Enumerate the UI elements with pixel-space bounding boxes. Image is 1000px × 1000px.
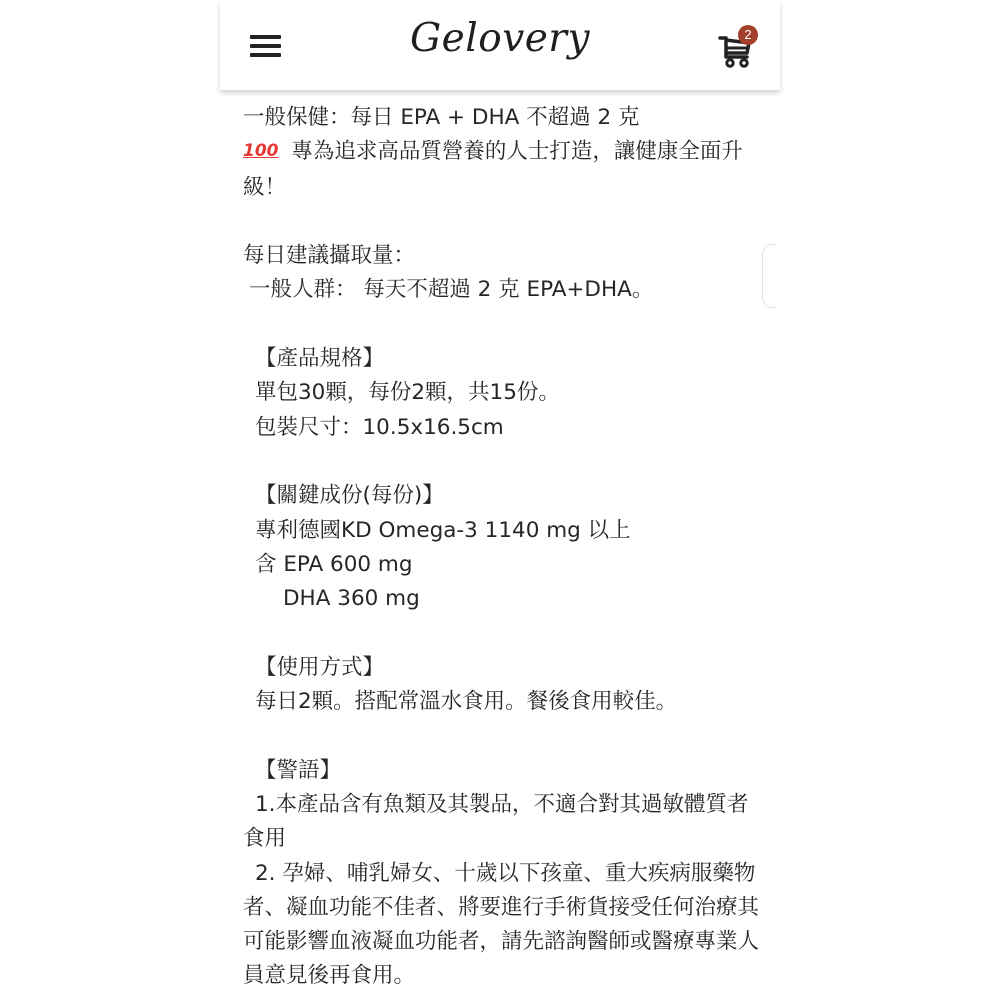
product-description xyxy=(243,101,768,994)
warning-item: 1.本產品含有魚類及其製品，不適合對其過敏體質者食用 xyxy=(243,791,749,852)
text-line: DHA 360 mg xyxy=(283,586,420,612)
warning-item: 2. 孕婦、哺乳婦女、十歲以下孩童、重大疾病服藥物者、凝血功能不佳者、將要進行手術貨接受任何治療其可能影響血液凝血功能者，請先諮詢醫師或醫療專業人員意見後再食用。 xyxy=(243,860,760,989)
text-line: 每日2顆。搭配常溫水食用。餐後食用較佳。 xyxy=(255,689,678,715)
text-paragraph xyxy=(243,135,768,205)
section-heading: 【關鍵成份(每份)】 xyxy=(255,483,444,509)
site-logo[interactable]: Gelovery xyxy=(410,16,590,61)
shopping-cart-button[interactable] xyxy=(717,25,765,69)
product-page xyxy=(220,0,780,1000)
top-navigation-bar xyxy=(220,0,780,90)
text-line: 一般人群： 每天不超過 2 克 EPA+DHA。 xyxy=(249,277,654,303)
text-line: 含 EPA 600 mg xyxy=(255,551,413,577)
side-drawer-handle[interactable] xyxy=(762,244,777,308)
section-heading: 每日建議攝取量： xyxy=(243,243,416,269)
text-line: 專利德國KD Omega-3 1140 mg 以上 xyxy=(255,517,631,543)
hundred-points-icon: 100 xyxy=(243,141,279,162)
section-heading: 【產品規格】 xyxy=(255,346,385,372)
text-line: 專為追求高品質營養的人士打造，讓健康全面升級！ xyxy=(243,139,743,200)
section-heading: 【使用方式】 xyxy=(255,654,385,680)
text-line: 單包30顆，每份2顆，共15份。 xyxy=(255,380,560,406)
text-line: 一般保健：每日 EPA + DHA 不超過 2 克 xyxy=(243,105,640,130)
cart-count-badge: 2 xyxy=(738,25,758,45)
text-line: 包裝尺寸：10.5x16.5cm xyxy=(255,414,504,440)
section-heading: 【警語】 xyxy=(255,757,342,783)
